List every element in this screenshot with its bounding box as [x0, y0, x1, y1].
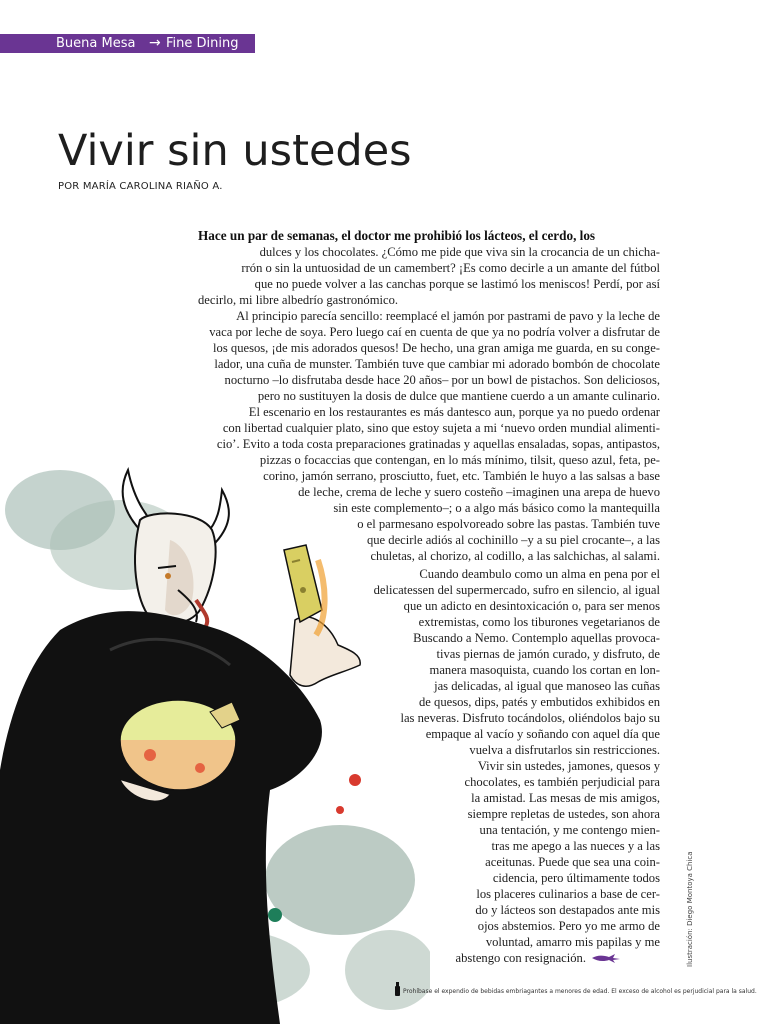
article-text-line: que decirle adiós al cochinillo –y a su piel crocante–, a las [366, 533, 660, 547]
article-text-line: chuletas, al chorizo, al codillo, a las salchichas, al salami. [370, 549, 660, 563]
article-text-line: El escenario en los restaurantes es más dantesco aun, porque ya no puedo ordenar [248, 405, 660, 419]
article-text-line: los placeres culinarios a base de cer- [476, 887, 660, 901]
article-text-line: manera masoquista, cuando los cortan en lon- [429, 663, 660, 677]
article-text-line: Hace un par de semanas, el doctor me prohibió los lácteos, el cerdo, los [198, 228, 596, 243]
article-text-line: rrón o sin la untuosidad de un camembert? ¡Es como decirle a un amante del fútbol [241, 261, 660, 275]
article-text-line: voluntad, amarro mis papilas y me [485, 935, 660, 949]
article-text-line: cio’. Evito a toda costa preparaciones gratinadas y aquellas ensaladas, sopas, antipastos, [216, 437, 660, 451]
article-text-line: corino, jamón serrano, prosciutto, fuet, etc. También le huyo a las salsas a base [263, 469, 660, 483]
article-text-line: que un adicto en desintoxicación o, para ser menos [403, 599, 660, 613]
article-text-line: dulces y los chocolates. ¿Cómo me pide que viva sin la crocancia de un chicha- [259, 245, 660, 259]
article-text-line: las neveras. Disfruto tocándolos, oliéndolos bajo su [400, 711, 660, 725]
illustration-credit: Ilustración: Diego Montoya Chica [686, 851, 694, 967]
article-text-line: Al principio parecía sencillo: reemplacé el jamón por pastrami de pavo y la leche de [236, 309, 660, 323]
article-text-line: ojos abstemios. Pero yo me armo de [477, 919, 660, 933]
article-text-line: vuelva a disfrutarlos sin restricciones. [469, 743, 660, 757]
article-text-line: sin este complemento–; o a algo más básico como la mantequilla [333, 501, 660, 515]
article-text-line: o el parmesano espolvoreado sobre las pastas. También tuve [357, 517, 660, 531]
article-text-line: extremistas, como los tiburones vegetarianos de [418, 615, 660, 629]
legal-footnote: Prohíbase el expendio de bebidas embriagantes a menores de edad. El exceso de alcohol es perjudicial para la salud. [403, 988, 757, 995]
article-text-line: empaque al vacío y soñando con aquel día que [425, 727, 660, 741]
arrow-icon: → [149, 35, 161, 51]
article-text-line: chocolates, es también perjudicial para [464, 775, 660, 789]
article-text-line: pizzas o focaccias que contengan, en lo más mínimo, tilsit, queso azul, feta, pe- [259, 453, 660, 467]
article-title: Vivir sin ustedes [58, 126, 412, 176]
article-text-line: tras me apego a las nueces y a las [491, 839, 660, 853]
article-text-line: lador, una cuña de munster. También tuve que cambiar mi adorado bombón de chocolate [214, 357, 660, 371]
article-text-line: una tentación, y me contengo mien- [479, 823, 660, 837]
article-text-line: de quesos, dips, patés y embutidos exhibidos en [418, 695, 660, 709]
article-text-line: con libertad cualquier plato, sino que estoy sujeta a mi ‘nuevo orden mundial alimenti- [222, 421, 660, 435]
article-text-line: nocturno –lo disfrutaba desde hace 20 años– por un bowl de pistachos. Son deliciosos, [224, 373, 660, 387]
article-text-line: jas delicadas, al igual que manoseo las cuñas [434, 679, 660, 693]
article-text-line: delicatessen del supermercado, sufro en silencio, al igual [373, 583, 660, 597]
article-text-line: que no puede volver a las canchas porque se lastimó los meniscos! Perdí, por así [254, 277, 660, 291]
subsection-name: Fine Dining [166, 36, 239, 51]
article-text-line: de leche, crema de leche y suero costeño –imaginen una arepa de huevo [298, 485, 660, 499]
section-header-bar [0, 34, 255, 53]
article-text-line: siempre repletas de ustedes, son ahora [467, 807, 660, 821]
article-text-line: pero no sustituyen la dosis de dulce que mantiene cuerdo a un amante culinario. [257, 389, 660, 403]
article-text-line: Vivir sin ustedes, jamones, quesos y [477, 759, 660, 773]
article-text-line: tivas piernas de jamón curado, y disfruto, de [436, 647, 660, 661]
article-text-line: la amistad. Las mesas de mis amigos, [471, 791, 660, 805]
article-text-line: los quesos, ¡de mis adorados quesos! De hecho, una gran amiga me guarda, en su conge- [213, 341, 660, 355]
article-text-line: aceitunas. Puede que sea una coin- [485, 855, 660, 869]
article-text-line: Cuando deambulo como un alma en pena por el [419, 567, 660, 581]
end-of-article-icon [591, 952, 621, 964]
article-text-line: vaca por leche de soya. Pero luego caí en cuenta de que ya no podría volver a disfrutar de [209, 325, 660, 339]
article-text-line: do y lácteos son destapados ante mis [475, 903, 660, 917]
section-name: Buena Mesa [56, 36, 136, 51]
article-byline: POR MARÍA CAROLINA RIAÑO A. [58, 181, 223, 192]
article-text-line: decirlo, mi libre albedrío gastronómico. [198, 293, 399, 307]
article-text-line: abstengo con resignación. [455, 951, 586, 965]
article-text-line: cidencia, pero últimamente todos [492, 871, 660, 885]
article-text-line: Buscando a Nemo. Contemplo aquellas provoca- [413, 631, 660, 645]
bottle-icon [394, 982, 401, 996]
